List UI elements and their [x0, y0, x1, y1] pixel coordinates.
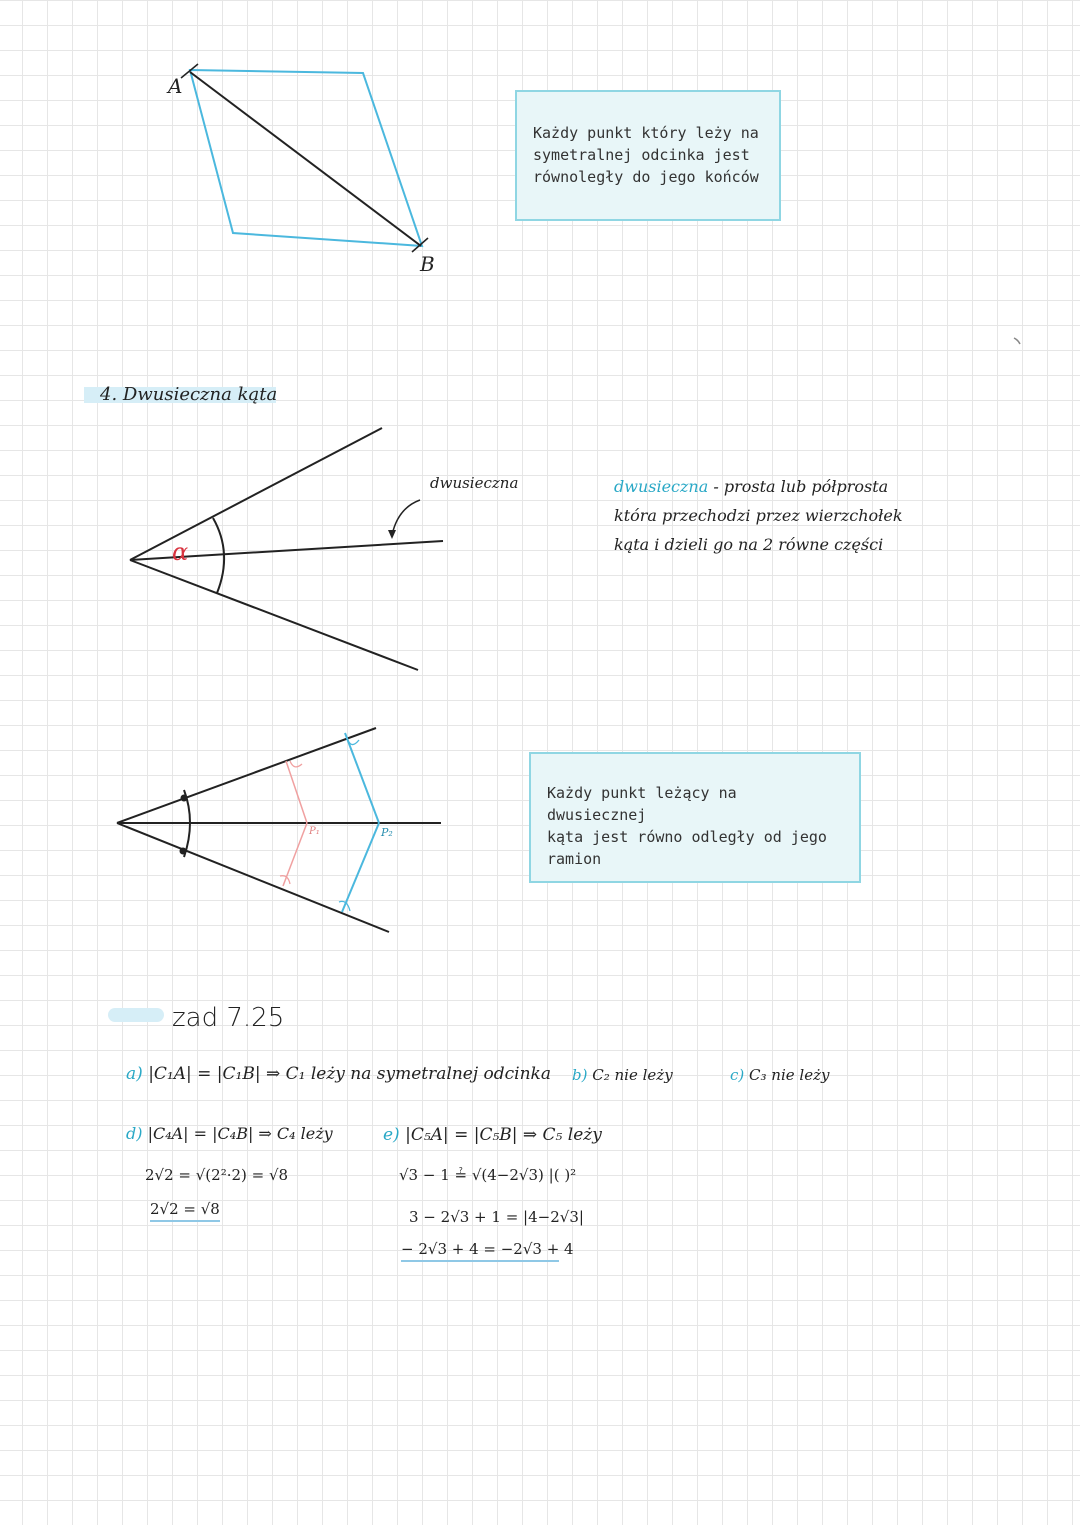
part-e-line3: − 2√3 + 4 = −2√3 + 4 [401, 1240, 559, 1262]
part-d-text: |C₄A| = |C₄B| ⇒ C₄ leży [147, 1124, 333, 1143]
arc-intersection-upper [181, 795, 188, 802]
construction-arm-lower [117, 823, 389, 932]
part-b-prefix: b) [572, 1066, 588, 1084]
perpendicular-p1-upper [286, 761, 307, 823]
note-line: ramion [547, 850, 602, 868]
exercise-title: zad 7.25 [172, 1003, 285, 1033]
note-line: równoległy do jego końców [533, 168, 759, 186]
exercise-part-e [383, 1125, 602, 1145]
note-box-angle-bisector [529, 752, 861, 883]
definition-line2: która przechodzi przez wierzchołek [614, 506, 903, 525]
part-c-prefix: c) [730, 1066, 745, 1084]
note-line: Każdy punkt leżący na dwusiecznej [547, 784, 737, 824]
construction-arm-upper [117, 728, 376, 823]
point-p1-label: P₁ [309, 826, 320, 837]
part-e-prefix: e) [383, 1125, 400, 1145]
label-a: A [168, 74, 183, 98]
perpendicular-p2-upper [345, 733, 379, 823]
part-d-prefix: d) [126, 1124, 143, 1143]
label-b: B [420, 252, 435, 276]
angle-alpha-symbol: α [172, 538, 189, 566]
part-d-line1: 2√2 = √(2²·2) = √8 [145, 1166, 289, 1184]
part-e-line1: √3 − 1 ≟ √(4−2√3) |( )² [399, 1166, 577, 1184]
part-d-line2: 2√2 = √8 [150, 1200, 220, 1222]
right-angle-mark [290, 761, 302, 767]
part-e-text: |C₅A| = |C₅B| ⇒ C₅ leży [405, 1125, 602, 1145]
exercise-part-d [126, 1124, 333, 1143]
note-line: symetralnej odcinka jest [533, 146, 750, 164]
part-b-text: C₂ nie leży [592, 1066, 673, 1084]
bisector-label: dwusieczna [430, 474, 519, 492]
part-a-prefix: a) [126, 1064, 143, 1084]
exercise-title-highlight [108, 1008, 164, 1022]
definition-line1-rest: - prosta lub półprosta [708, 477, 889, 496]
exercise-part-b [572, 1066, 673, 1084]
arc-intersection-lower [180, 848, 187, 855]
part-a-text: |C₁A| = |C₁B| ⇒ C₁ leży na symetralnej odcinka [148, 1064, 551, 1084]
definition-term: dwusieczna [614, 477, 709, 496]
exercise-part-a [126, 1064, 551, 1084]
exercise-part-c [730, 1066, 829, 1084]
point-p2-label: P₂ [381, 826, 393, 839]
perpendicular-p2-lower [342, 823, 379, 912]
section-heading: 4. Dwusieczna kąta [100, 384, 278, 405]
part-e-line2: 3 − 2√3 + 1 = |4−2√3| [409, 1208, 584, 1226]
note-line: kąta jest równo odległy od jego [547, 828, 827, 846]
part-c-text: C₃ nie leży [749, 1066, 830, 1084]
note-line: Każdy punkt który leży na [533, 124, 759, 142]
definition-line3: kąta i dzieli go na 2 równe części [614, 535, 884, 554]
